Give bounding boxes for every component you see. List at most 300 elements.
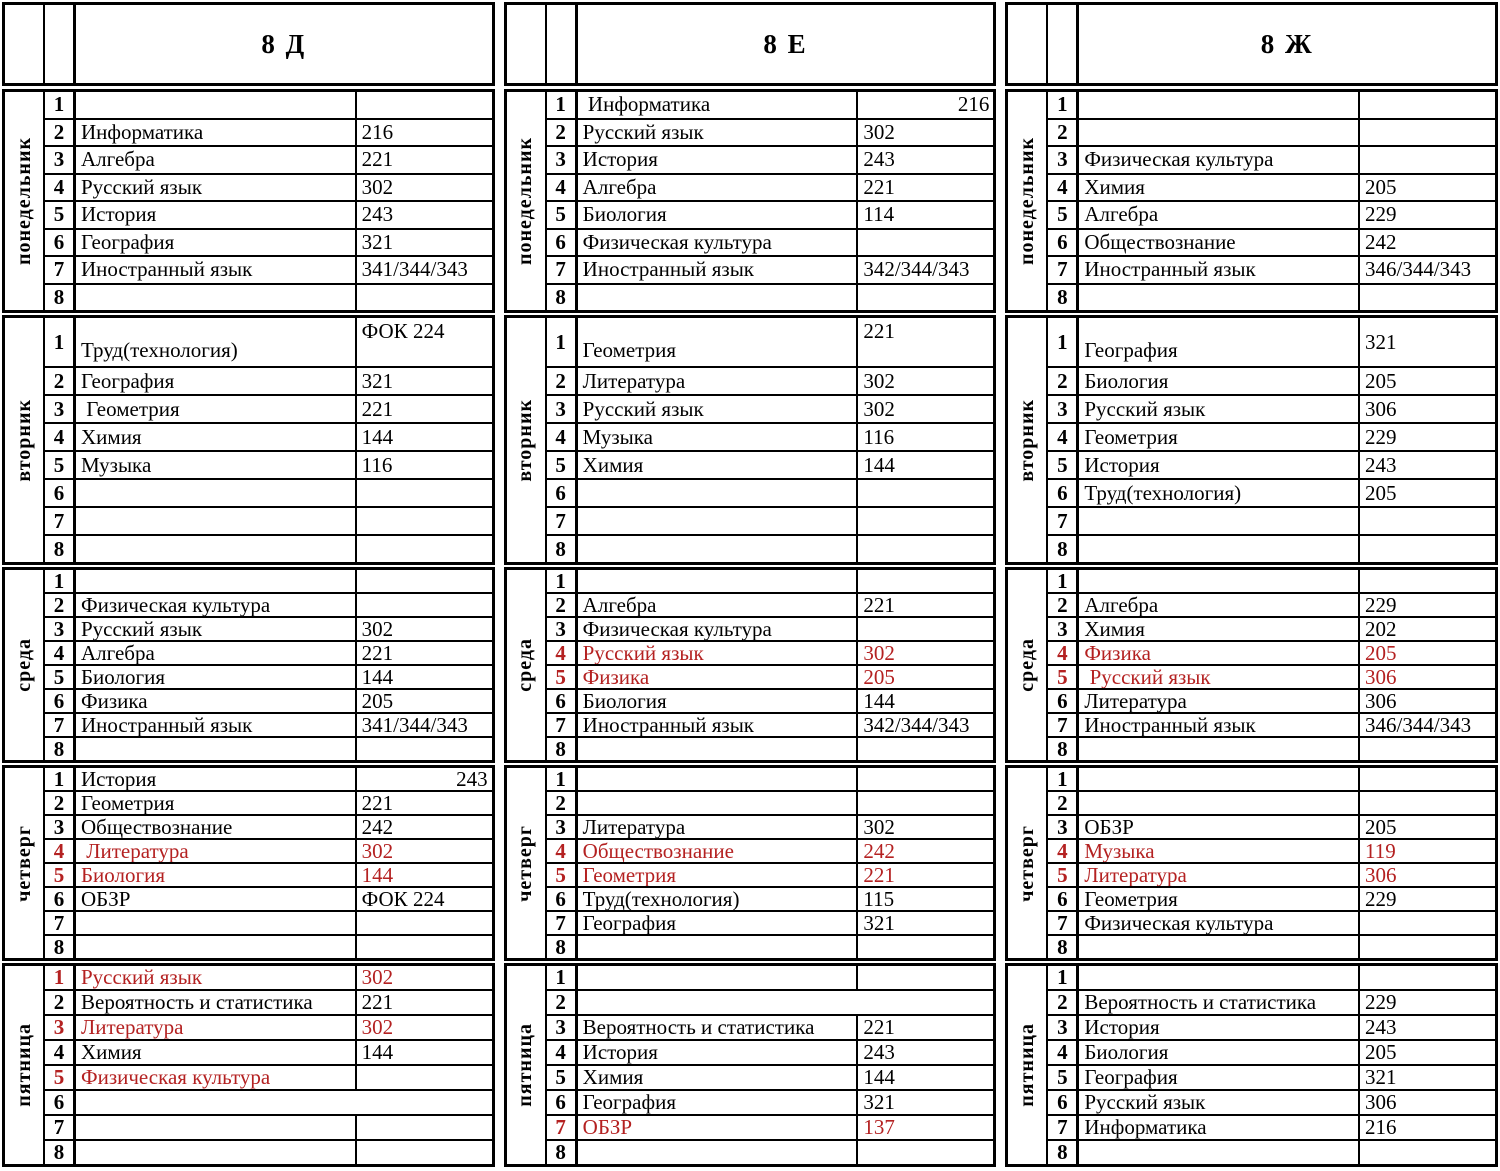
lesson-number: 4 <box>547 642 578 664</box>
lesson-row <box>1048 690 1495 714</box>
subject-cell: Обществознание <box>76 816 357 838</box>
day-section-пятница <box>2 963 495 1167</box>
room-cell: 221 <box>863 319 895 343</box>
subject-cell <box>578 570 859 592</box>
lesson-number: 2 <box>547 991 578 1014</box>
lesson-row <box>45 738 492 760</box>
subject-cell: Алгебра <box>76 642 357 664</box>
subject-cell <box>76 1091 492 1114</box>
lesson-number: 4 <box>45 642 76 664</box>
lesson-number: 4 <box>547 424 578 450</box>
lesson-rows <box>1048 768 1495 958</box>
lesson-row <box>547 508 994 536</box>
subject-cell: Биология <box>76 864 357 886</box>
day-name: среда <box>12 638 35 692</box>
room-cell: 302 <box>361 174 394 199</box>
lesson-row <box>1048 508 1495 536</box>
lesson-number: 7 <box>1048 508 1079 534</box>
subject-cell: Физика <box>76 690 357 712</box>
lesson-number: 5 <box>1048 202 1079 228</box>
lesson-number: 6 <box>45 480 76 506</box>
lesson-number: 6 <box>1048 1091 1079 1114</box>
lesson-row <box>547 175 994 203</box>
subject-cell: География <box>578 1091 859 1114</box>
lesson-number: 8 <box>547 1141 578 1164</box>
subject-cell: Русский язык <box>578 120 859 146</box>
lesson-row <box>45 480 492 508</box>
lesson-number: 2 <box>1048 368 1079 394</box>
lesson-row <box>547 120 994 148</box>
day-section-среда <box>504 567 997 763</box>
subject-cell: Труд(технология) <box>578 888 859 910</box>
room-cell: 302 <box>863 396 895 421</box>
lesson-number: 7 <box>45 508 76 534</box>
room-cell: 302 <box>863 119 895 144</box>
room-cell: 144 <box>863 452 895 477</box>
lesson-number: 7 <box>45 257 76 283</box>
subject-cell: Литература <box>1079 690 1360 712</box>
room-cell: 302 <box>361 618 394 640</box>
room-cell <box>858 285 993 311</box>
room-cell <box>357 594 492 616</box>
subject-cell <box>76 738 357 760</box>
room-cell: 144 <box>863 1066 895 1089</box>
lesson-number: 5 <box>45 666 76 688</box>
lesson-row <box>45 508 492 536</box>
lesson-row <box>547 816 994 840</box>
room-cell: 205 <box>1365 642 1397 664</box>
lesson-row <box>1048 175 1495 203</box>
lesson-number: 5 <box>547 864 578 886</box>
lesson-number: 4 <box>547 1041 578 1064</box>
subject-cell: Труд(технология) <box>1079 480 1360 506</box>
room-cell <box>357 936 492 958</box>
subject-cell: Химия <box>1079 175 1360 201</box>
lesson-rows <box>547 92 994 310</box>
lesson-number: 3 <box>1048 1016 1079 1039</box>
lesson-number: 8 <box>547 536 578 562</box>
subject-cell: Химия <box>76 424 357 450</box>
room-cell: 321 <box>863 1091 895 1114</box>
lesson-number: 4 <box>45 424 76 450</box>
room-cell <box>357 92 492 118</box>
subject-cell: Литература <box>76 1016 357 1039</box>
lesson-row <box>1048 768 1495 792</box>
subject-cell <box>578 966 859 989</box>
room-cell: 221 <box>361 396 394 421</box>
lesson-number: 6 <box>547 1091 578 1114</box>
lesson-row <box>1048 738 1495 760</box>
lesson-row <box>1048 92 1495 120</box>
room-cell: 302 <box>863 642 895 664</box>
day-column-header-cell <box>5 5 45 83</box>
lesson-row <box>45 594 492 618</box>
room-cell <box>1360 912 1495 934</box>
room-cell: 243 <box>361 202 394 227</box>
lesson-rows <box>547 768 994 958</box>
lesson-rows <box>45 92 492 310</box>
subject-cell: Информатика <box>76 120 357 146</box>
subject-cell: Химия <box>578 452 859 478</box>
day-label <box>507 768 547 958</box>
lesson-number: 2 <box>45 368 76 394</box>
room-cell: 321 <box>361 229 394 254</box>
subject-cell <box>76 570 357 592</box>
subject-cell <box>578 536 859 562</box>
subject-cell: ОБЗР <box>1079 816 1360 838</box>
day-name: вторник <box>514 398 537 482</box>
lesson-number: 4 <box>1048 424 1079 450</box>
lesson-row <box>45 642 492 666</box>
subject-cell: История <box>1079 452 1360 478</box>
room-cell: 144 <box>361 666 394 688</box>
lesson-row <box>547 257 994 285</box>
subject-cell: Биология <box>578 690 859 712</box>
room-cell <box>1360 508 1495 534</box>
subject-cell <box>1079 570 1360 592</box>
lesson-number: 3 <box>1048 618 1079 640</box>
subject-cell: Русский язык <box>578 396 859 422</box>
room-cell: 221 <box>863 174 895 199</box>
group-header <box>504 2 997 86</box>
room-cell: 341/344/343 <box>361 714 468 736</box>
lesson-row <box>1048 840 1495 864</box>
lesson-row <box>45 666 492 690</box>
lesson-number: 6 <box>1048 888 1079 910</box>
room-cell <box>858 1141 993 1164</box>
lesson-rows <box>547 318 994 562</box>
day-name: пятница <box>514 1023 537 1107</box>
lesson-number: 3 <box>45 1016 76 1039</box>
lesson-row <box>45 690 492 714</box>
lesson-row <box>547 285 994 311</box>
lesson-number: 6 <box>547 230 578 256</box>
lesson-row <box>45 257 492 285</box>
room-cell: 302 <box>361 966 394 989</box>
lesson-row <box>45 202 492 230</box>
lesson-number: 5 <box>547 1066 578 1089</box>
subject-cell: Химия <box>76 1041 357 1064</box>
lesson-number: 7 <box>1048 912 1079 934</box>
lesson-row <box>45 840 492 864</box>
room-cell: 346/344/343 <box>1365 257 1472 282</box>
lesson-row <box>547 936 994 958</box>
subject-cell <box>578 936 859 958</box>
subject-cell: Геометрия <box>1079 888 1360 910</box>
room-cell <box>858 966 993 989</box>
lesson-number: 1 <box>547 570 578 592</box>
subject-cell <box>1079 768 1360 790</box>
room-cell <box>1360 536 1495 562</box>
lesson-row <box>1048 285 1495 311</box>
lesson-rows <box>1048 570 1495 760</box>
lesson-row <box>1048 1091 1495 1116</box>
lesson-row <box>45 768 492 792</box>
subject-cell <box>76 285 357 311</box>
room-cell <box>858 508 993 534</box>
room-cell <box>1360 120 1495 146</box>
lesson-number: 4 <box>1048 1041 1079 1064</box>
lesson-row <box>547 738 994 760</box>
room-cell <box>357 912 492 934</box>
day-name: вторник <box>1015 398 1038 482</box>
lesson-number: 2 <box>547 594 578 616</box>
lesson-number: 3 <box>547 396 578 422</box>
lesson-row <box>1048 792 1495 816</box>
lesson-rows <box>45 966 492 1164</box>
lesson-row <box>45 1091 492 1116</box>
subject-cell <box>76 92 357 118</box>
room-cell <box>858 480 993 506</box>
lesson-row <box>1048 936 1495 958</box>
subject-cell: Геометрия <box>76 792 357 814</box>
lesson-number: 2 <box>547 368 578 394</box>
room-cell: 242 <box>863 840 895 862</box>
subject-cell: Геометрия <box>578 318 859 366</box>
subject-cell <box>578 285 859 311</box>
subject-cell: История <box>76 202 357 228</box>
day-name: четверг <box>1015 824 1038 902</box>
lesson-row <box>547 642 994 666</box>
lesson-number: 8 <box>547 738 578 760</box>
lesson-number: 5 <box>1048 452 1079 478</box>
subject-cell <box>578 991 994 1014</box>
day-name: понедельник <box>1015 136 1038 266</box>
lesson-number: 5 <box>45 202 76 228</box>
room-cell: 221 <box>863 594 895 616</box>
room-cell <box>357 480 492 506</box>
subject-cell: Алгебра <box>578 175 859 201</box>
lesson-number-header-cell <box>547 5 578 83</box>
lesson-row <box>547 1116 994 1141</box>
room-cell <box>858 618 993 640</box>
room-cell: 205 <box>1365 816 1397 838</box>
subject-cell: Физическая культура <box>76 594 357 616</box>
day-section-вторник <box>504 315 997 565</box>
lesson-number: 2 <box>45 792 76 814</box>
lesson-row <box>1048 1066 1495 1091</box>
room-cell <box>1360 792 1495 814</box>
class-title: 8 Е <box>763 28 808 59</box>
lesson-number: 3 <box>547 816 578 838</box>
lesson-number: 7 <box>45 912 76 934</box>
lesson-number: 1 <box>45 768 76 790</box>
lesson-number: 3 <box>1048 147 1079 173</box>
subject-cell: География <box>76 368 357 394</box>
subject-cell: Русский язык <box>76 175 357 201</box>
lesson-number: 8 <box>1048 738 1079 760</box>
room-cell: 243 <box>1365 1016 1397 1039</box>
subject-cell: Иностранный язык <box>76 714 357 736</box>
lesson-number: 5 <box>1048 1066 1079 1089</box>
room-cell: 229 <box>1365 424 1397 449</box>
room-cell: 242 <box>361 816 394 838</box>
subject-cell: Музыка <box>1079 840 1360 862</box>
lesson-number: 7 <box>1048 257 1079 283</box>
lesson-rows <box>1048 92 1495 310</box>
room-cell: 137 <box>863 1116 895 1139</box>
lesson-row <box>45 147 492 175</box>
lesson-row <box>547 480 994 508</box>
lesson-row <box>547 202 994 230</box>
lesson-number: 1 <box>1048 92 1079 118</box>
lesson-row <box>45 888 492 912</box>
lesson-number: 1 <box>547 768 578 790</box>
room-cell <box>1360 738 1495 760</box>
lesson-number: 7 <box>1048 714 1079 736</box>
subject-cell: Физическая культура <box>578 230 859 256</box>
lesson-number: 6 <box>1048 690 1079 712</box>
room-cell: 205 <box>1365 368 1397 393</box>
lesson-row <box>1048 480 1495 508</box>
lesson-number: 4 <box>45 1041 76 1064</box>
subject-cell: Информатика <box>1079 1116 1360 1139</box>
lesson-row <box>1048 1041 1495 1066</box>
room-cell: 221 <box>361 642 394 664</box>
lesson-row <box>45 120 492 148</box>
subject-cell: Иностранный язык <box>1079 257 1360 283</box>
day-section-четверг <box>2 765 495 961</box>
lesson-rows <box>45 570 492 760</box>
lesson-row <box>1048 230 1495 258</box>
subject-cell: Обществознание <box>578 840 859 862</box>
lesson-row <box>547 864 994 888</box>
lesson-row <box>45 92 492 120</box>
room-cell <box>357 1116 492 1139</box>
lesson-number: 4 <box>45 840 76 862</box>
lesson-number: 1 <box>45 92 76 118</box>
lesson-number: 6 <box>45 690 76 712</box>
subject-cell <box>76 536 357 562</box>
class-column-2 <box>504 2 997 1169</box>
lesson-number: 3 <box>45 396 76 422</box>
room-cell <box>1360 92 1495 118</box>
subject-cell: Геометрия <box>578 864 859 886</box>
day-label <box>1008 318 1048 562</box>
day-section-понедельник <box>2 89 495 313</box>
day-column-header-cell <box>507 5 547 83</box>
lesson-number: 5 <box>45 864 76 886</box>
room-cell: 144 <box>361 864 394 886</box>
day-label <box>5 318 45 562</box>
room-cell: 346/344/343 <box>1365 714 1472 736</box>
lesson-number: 5 <box>547 202 578 228</box>
room-cell <box>357 738 492 760</box>
lesson-row <box>547 1091 994 1116</box>
lesson-row <box>1048 912 1495 936</box>
lesson-number: 8 <box>45 936 76 958</box>
room-cell: 115 <box>863 888 895 910</box>
room-cell: 221 <box>361 991 394 1014</box>
subject-cell: Литература <box>76 840 357 862</box>
lesson-number: 3 <box>547 618 578 640</box>
lesson-row <box>1048 147 1495 175</box>
day-section-четверг <box>504 765 997 961</box>
lesson-number: 4 <box>1048 642 1079 664</box>
lesson-row <box>1048 1116 1495 1141</box>
group-header <box>2 2 495 86</box>
subject-cell: Вероятность и статистика <box>1079 991 1360 1014</box>
subject-cell <box>578 738 859 760</box>
room-cell: 342/344/343 <box>863 714 970 736</box>
lesson-row <box>547 368 994 396</box>
lesson-row <box>547 147 994 175</box>
lesson-row <box>45 230 492 258</box>
lesson-number: 3 <box>45 816 76 838</box>
room-cell <box>1360 570 1495 592</box>
day-label <box>507 966 547 1164</box>
subject-cell: Алгебра <box>1079 594 1360 616</box>
lesson-row <box>547 768 994 792</box>
subject-cell <box>578 1141 859 1164</box>
room-cell: 144 <box>863 690 895 712</box>
subject-cell: Иностранный язык <box>1079 714 1360 736</box>
lesson-number: 1 <box>1048 318 1079 366</box>
lesson-number: 1 <box>547 966 578 989</box>
subject-cell: Музыка <box>76 452 357 478</box>
subject-cell <box>1079 936 1360 958</box>
lesson-row <box>45 816 492 840</box>
day-label <box>5 966 45 1164</box>
lesson-number: 3 <box>1048 396 1079 422</box>
day-section-среда <box>2 567 495 763</box>
lesson-number: 6 <box>547 690 578 712</box>
subject-cell: Русский язык <box>76 966 357 989</box>
lesson-row <box>1048 991 1495 1016</box>
lesson-row <box>1048 202 1495 230</box>
subject-cell: Физическая культура <box>1079 147 1360 173</box>
room-cell <box>858 768 993 790</box>
lesson-row <box>45 912 492 936</box>
room-cell: 306 <box>1365 690 1397 712</box>
lesson-number: 8 <box>1048 285 1079 311</box>
room-cell <box>858 230 993 256</box>
room-cell <box>858 536 993 562</box>
room-cell: 242 <box>1365 229 1397 254</box>
subject-cell: География <box>1079 318 1360 366</box>
lesson-row <box>547 230 994 258</box>
subject-cell <box>1079 92 1360 118</box>
room-cell: 302 <box>361 1016 394 1039</box>
day-label <box>5 570 45 760</box>
room-cell <box>858 936 993 958</box>
lesson-number: 6 <box>45 1091 76 1114</box>
lesson-number: 1 <box>45 570 76 592</box>
day-name: понедельник <box>514 136 537 266</box>
subject-cell <box>1079 536 1360 562</box>
lesson-rows <box>45 318 492 562</box>
lesson-row <box>45 714 492 738</box>
room-cell: 116 <box>361 452 393 477</box>
lesson-row <box>45 1116 492 1141</box>
lesson-row <box>547 912 994 936</box>
lesson-row <box>547 714 994 738</box>
lesson-number: 4 <box>45 175 76 201</box>
subject-cell: Литература <box>578 816 859 838</box>
lesson-row <box>45 1016 492 1041</box>
subject-cell <box>1079 1141 1360 1164</box>
lesson-row <box>547 1041 994 1066</box>
subject-cell <box>1079 120 1360 146</box>
lesson-row <box>547 92 994 120</box>
subject-cell: История <box>578 147 859 173</box>
subject-cell: Алгебра <box>578 594 859 616</box>
lesson-number: 2 <box>547 792 578 814</box>
lesson-row <box>45 424 492 452</box>
lesson-row <box>1048 120 1495 148</box>
lesson-rows <box>547 570 994 760</box>
lesson-number: 6 <box>45 230 76 256</box>
